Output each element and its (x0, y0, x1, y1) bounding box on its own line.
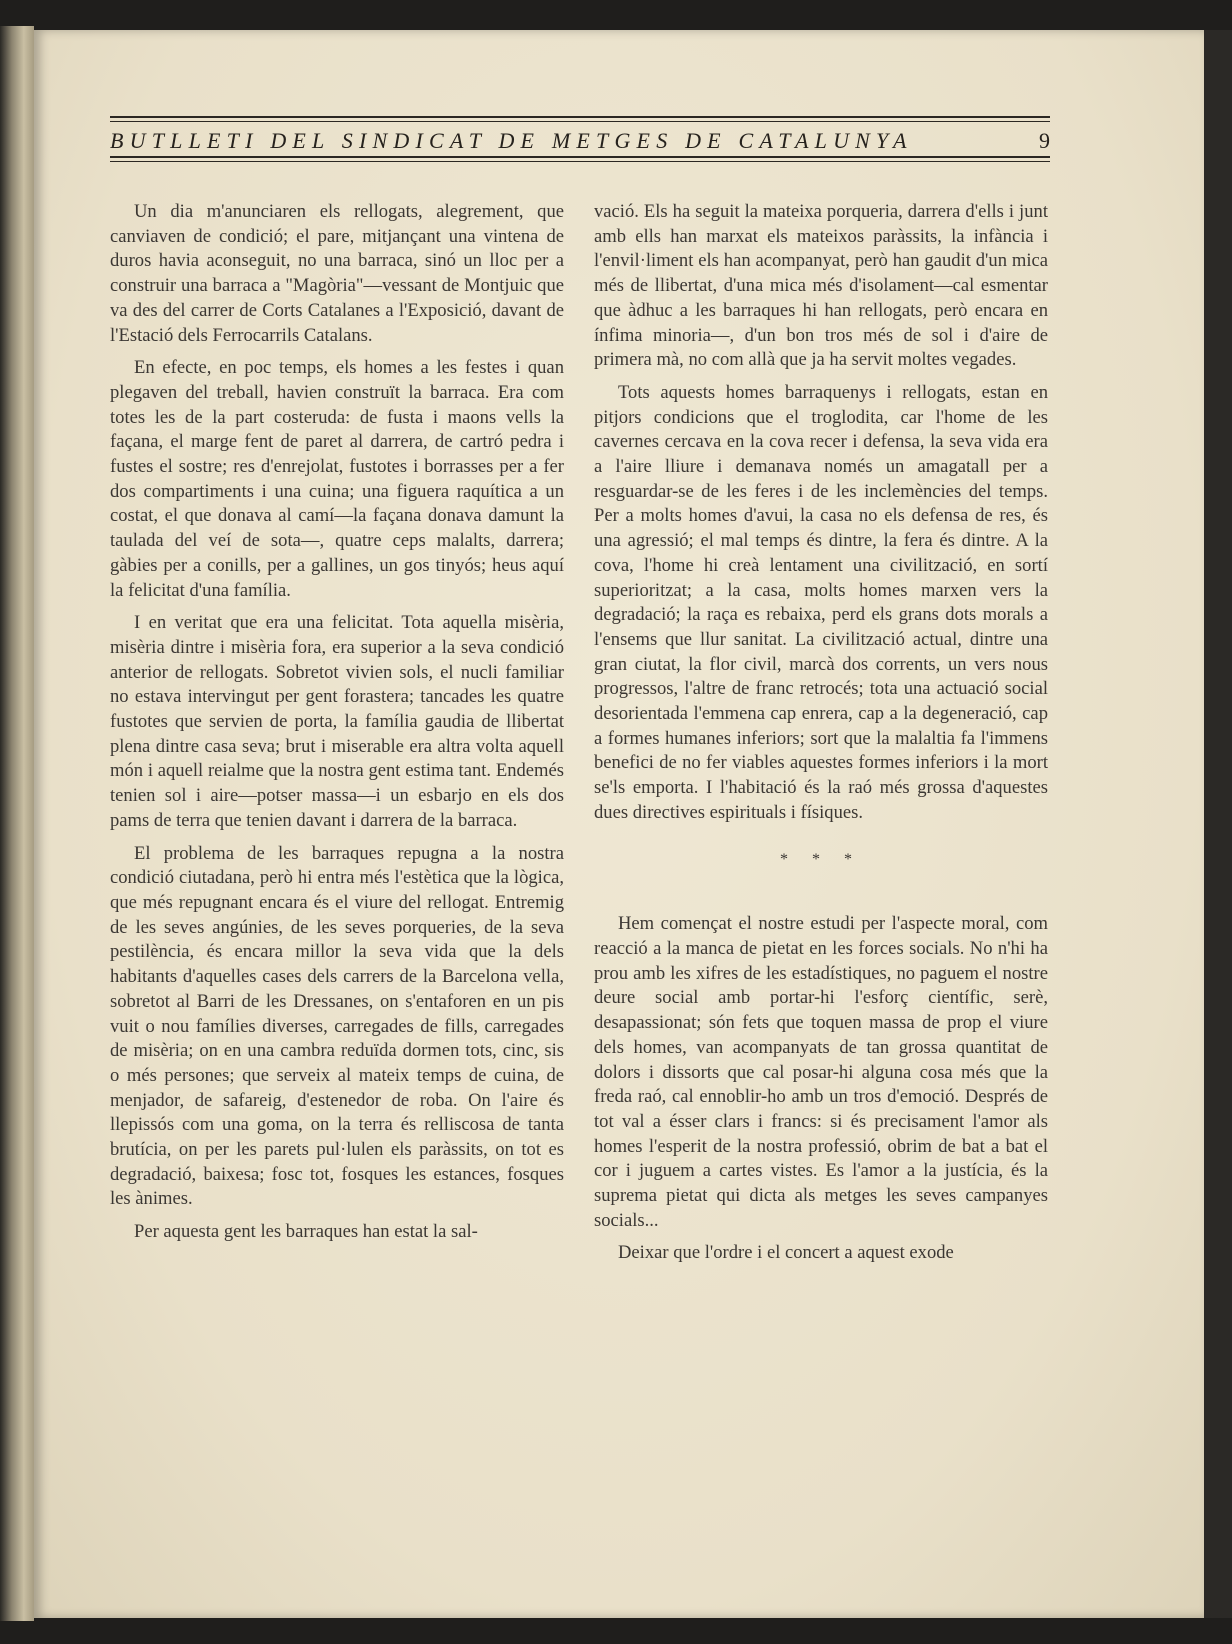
paragraph: I en veritat que era una felicitat. Tota aquella misèria, misèria dintre i misèria fora, era superior a la seva condició anterior de rellogats. Sobretot vivien sols, el nucli familiar no estava intervingut per gent forastera; tancades les quatre fustotes que servien de porta, la família gaudia de llibertat plena dintre casa seva; brut i miserable era altra volta aquell món i aquell reialme que la nostra gent estima tant. Endemés tenien sol i aire—potser massa—i un esbarjo en els dos pams de terra que tenien davant i darrera de la barraca. (110, 612, 564, 831)
book-spine-edge (0, 26, 34, 1621)
header-rule-top-thin (110, 121, 1050, 122)
paragraph: Per aquesta gent les barraques han estat la sal- (134, 1221, 478, 1243)
paragraph: Hem començat el nostre estudi per l'aspecte moral, com reacció a la manca de pietat en les forces socials. No n'hi ha prou amb les xifres de les estadístiques, no paguem el nostre deure social amb portar-hi l'esforç científic, serè, desapassionat; són fets que toquen massa de prop el viure dels homes, van acompanyats de tan grossa quantitat de dolors i dissorts que cal posar-hi alguna cosa més que la freda raó, cal ennoblir-ho amb un tros d'emoció. Després de tot val a ésser clars i francs: si és precisament l'amor als homes l'esperit de la nostra professió, obrim de bat a bat el cor i juguem a cartes vistes. Es l'amor a la justícia, és la suprema pietat qui dicta als metges les seves campanyes socials... (594, 913, 1048, 1231)
paragraph: En efecte, en poc temps, els homes a les festes i quan plegaven del treball, havien construït la barraca. Era com totes les de la part costeruda: de fusta i maons vells la façana, el marge fent de paret al darrera, de cartró pedra i fustes el sostre; res d'enrejolat, fustotes i borrasses per a fer dos compartiments i una cuina; una figuera raquítica a un costat, el que donava al camí—la façana donava damunt la taulada del veí de sota—, quatre ceps malalts, darrera; gàbies per a conills, per a gallines, un gos tinyós; heus aquí la felicitat d'una família. (110, 357, 564, 601)
running-header (110, 116, 1050, 170)
paragraph: Tots aquests homes barraquenys i rellogats, estan en pitjors condicions que el troglodita, car l'home de les cavernes cercava en la cova recer i defensa, la seva vida era a l'aire lliure i demanava només un amagatall per a resguardar-se de les feres i de les inclemències del temps. Per a molts homes d'avui, la casa no els defensa de res, és una agressió; el mal temps és dintre, la fera és dintre. A la cova, l'home hi creà lentament una civilització, en sortí superioritzat; a la casa, molts homes marxen vers la degradació; la raça es rebaixa, perd els grans dots morals a l'ensems que llur sanitat. La civilització actual, dintre una gran ciutat, la flor civil, marcà dos corrents, un vers nous progressos, l'altre de franc retrocés; tota una actuació social desorientada l'emmena cap enrera, cap a la degeneració, cap a formes humanes inferiors; sort que la malaltia fa l'immens benefici de no fer viables aquestes formes inferiors i la mort se'ls emporta. I l'habitació és la raó més grossa d'aquestes dues directives espirituals i físiques. (594, 381, 1048, 823)
paragraph: El problema de les barraques repugna a la nostra condició ciutadana, però hi entra més l'estètica que la lògica, que més repugnant encara és el viure del rellogat. Entremig de les seves angúnies, de les seves porqueries, de la seva pestilència, és encara millor la seva vida que la dels habitants d'aquelles cases dels carrers de la Barcelona vella, sobretot al Barri de les Dressanes, on s'entaforen en un pis vuit o nou famílies diverses, carregades de fills, carregades de misèria; on en una cambra reduïda dormen tots, cinc, sis o més persones; que serveix al mateix temps de cuina, de menjador, de safareig, d'estenedor de roba. On l'aire és llepissós com una goma, on la terra és relliscosa de tanta brutícia, on per les parets pul·lulen els paràssits, on tot es degradació, baixesa; fosc tot, fosques les estances, fosques les ànimes. (110, 842, 564, 1210)
header-rule-top (110, 116, 1050, 118)
text-column-left (110, 200, 564, 1253)
paragraph: vació. Els ha seguit la mateixa porqueria, darrera d'ells i junt amb ells han marxat els mateixos paràssits, la infància i l'envil·liment els han acompanyat, però han gaudit d'un mica més de llibertat, d'una mica més d'isolament—cal esmentar que àdhuc a les barraques hi han rellogats, però encara en ínfima minoria—, d'un bon tros més de sol i d'aire de primera mà, no com allà que ja ha servit moltes vegades. (594, 201, 1048, 371)
section-separator: * * * (780, 850, 862, 868)
page-number: 9 (1039, 128, 1050, 153)
scan-background-edge (1204, 30, 1232, 1618)
paragraph: Un dia m'anunciaren els rellogats, alegrement, que canviaven de condició; el pare, mitjançant una vintena de duros havia aconseguit, no una barraca, sinó un lloc per a construir una barraca a "Magòria"—vessant de Montjuic que va des del carrer de Corts Catalanes a l'Exposició, davant de l'Estació dels Ferrocarrils Catalans. (110, 201, 564, 346)
journal-title: BUTLLETI DEL SINDICAT DE METGES DE CATALUNYA (110, 128, 913, 153)
header-rule-bottom (110, 156, 1050, 158)
header-rule-bottom-thin (110, 161, 1050, 162)
text-column-right (594, 200, 1048, 1274)
paragraph: Deixar que l'ordre i el concert a aquest exode (618, 1242, 954, 1264)
